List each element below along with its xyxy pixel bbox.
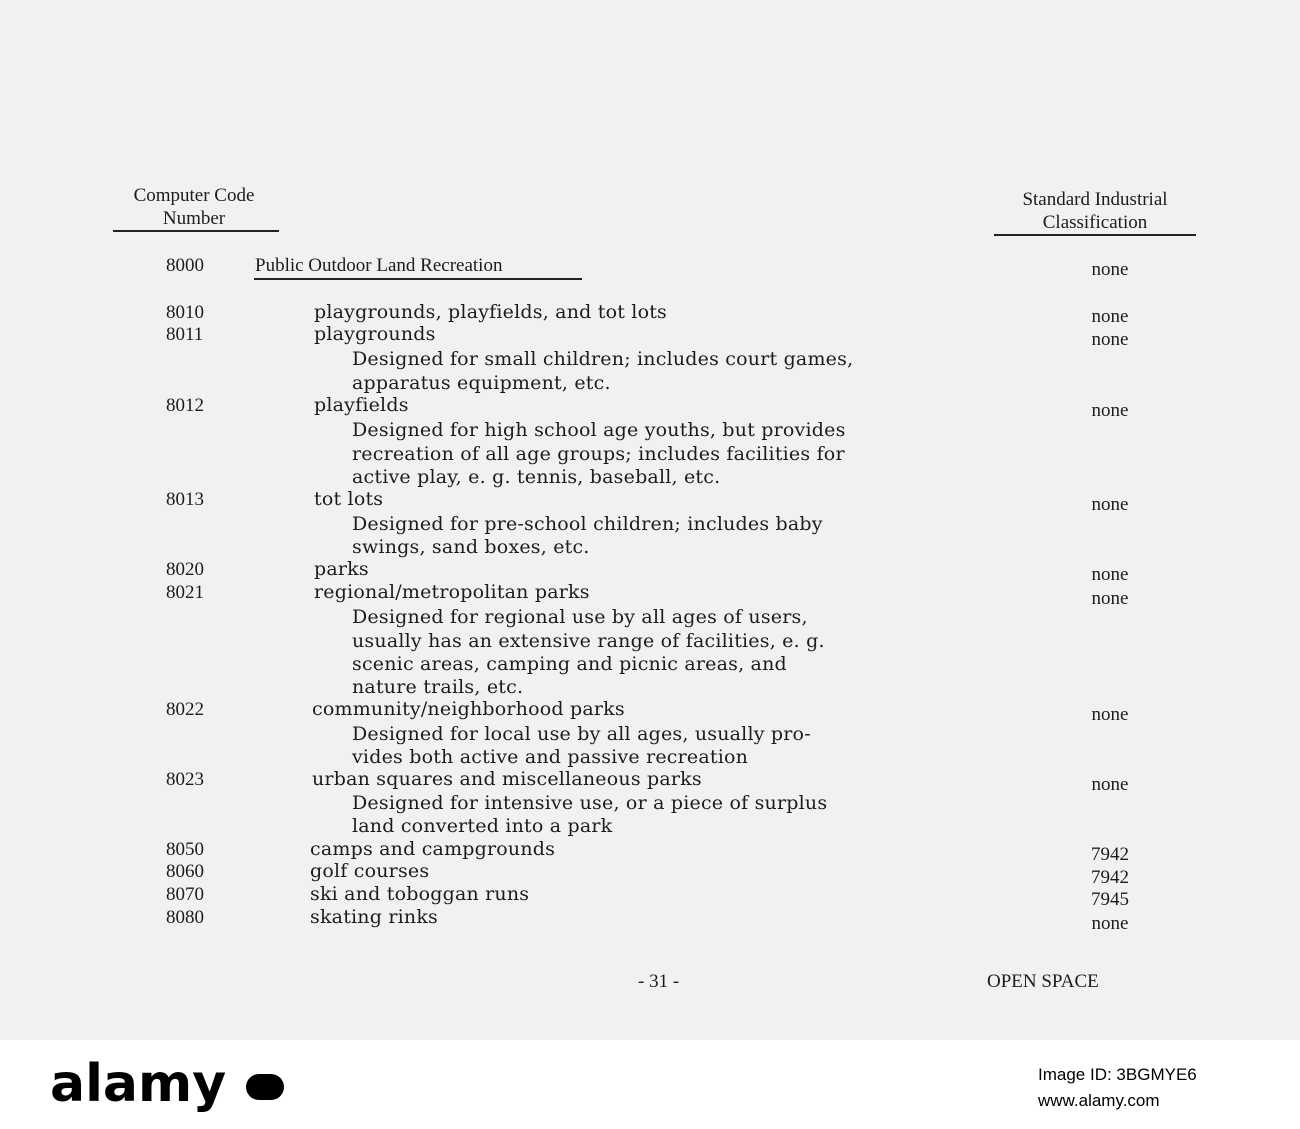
row-label: regional/metropolitan parks — [314, 581, 590, 603]
row-code: 8070 — [166, 884, 204, 905]
row-code: 8010 — [166, 302, 204, 323]
row-sic: none — [1091, 400, 1129, 421]
row-description-line: usually has an extensive range of facilities, e. g. — [352, 630, 825, 652]
row-code: 8011 — [166, 324, 204, 345]
watermark-logo — [50, 1054, 284, 1114]
main-entry-underline — [254, 278, 582, 280]
row-sic: none — [1091, 494, 1129, 515]
row-sic: none — [1091, 564, 1129, 585]
row-description-line: Designed for small children; includes court games, — [352, 348, 854, 370]
row-description-line: apparatus equipment, etc. — [352, 372, 611, 394]
row-code: 8022 — [166, 699, 204, 720]
header-right-underline — [994, 234, 1196, 236]
row-label: golf courses — [310, 860, 430, 882]
header-sic — [988, 188, 1202, 234]
row-description-line: recreation of all age groups; includes facilities for — [352, 443, 845, 465]
watermark-image-id: Image ID: 3BGMYE6 — [1038, 1065, 1197, 1084]
row-label: tot lots — [314, 488, 384, 510]
row-code: 8021 — [166, 582, 204, 603]
watermark-info — [1038, 1062, 1197, 1114]
row-label: community/neighborhood parks — [312, 698, 625, 720]
header-computer-code — [108, 184, 280, 230]
row-description-line: Designed for pre-school children; includes baby — [352, 513, 823, 535]
row-code: 8013 — [166, 489, 204, 510]
row-description-line: scenic areas, camping and picnic areas, and — [352, 653, 787, 675]
row-code: 8050 — [166, 839, 204, 860]
row-description-line: vides both active and passive recreation — [352, 746, 749, 768]
section-title: OPEN SPACE — [987, 971, 1099, 992]
row-description-line: swings, sand boxes, etc. — [352, 536, 590, 558]
main-entry-code: 8000 — [166, 255, 204, 276]
row-sic: none — [1091, 913, 1129, 934]
row-sic: none — [1091, 588, 1129, 609]
watermark-bar — [0, 1040, 1300, 1129]
row-code: 8080 — [166, 907, 204, 928]
row-sic: none — [1091, 329, 1129, 350]
row-label: ski and toboggan runs — [310, 883, 530, 905]
row-label: playgrounds — [314, 323, 436, 345]
page-number: - 31 - — [638, 971, 680, 992]
header-computer-code-line2: Number — [162, 208, 226, 229]
row-label: camps and campgrounds — [310, 838, 556, 860]
header-sic-line2: Classification — [1042, 212, 1148, 233]
row-label: skating rinks — [310, 906, 439, 928]
row-description-line: land converted into a park — [352, 815, 613, 837]
row-sic: none — [1091, 774, 1129, 795]
row-description-line: active play, e. g. tennis, baseball, etc. — [352, 466, 721, 488]
row-description-line: Designed for regional use by all ages of users, — [352, 606, 808, 628]
header-sic-line1: Standard Industrial — [1022, 189, 1168, 210]
header-left-underline — [113, 230, 279, 232]
row-label: urban squares and miscellaneous parks — [312, 768, 702, 790]
row-label: playfields — [314, 394, 409, 416]
row-code: 8012 — [166, 395, 204, 416]
header-computer-code-line1: Computer Code — [133, 185, 255, 206]
watermark-url: www.alamy.com — [1038, 1091, 1160, 1110]
watermark-logo-badge — [246, 1074, 284, 1100]
row-label: parks — [314, 558, 369, 580]
row-sic: none — [1091, 704, 1129, 725]
watermark-logo-text: alamy — [50, 1054, 227, 1114]
row-sic: none — [1091, 306, 1129, 327]
row-code: 8020 — [166, 559, 204, 580]
row-sic: 7942 — [1091, 867, 1129, 888]
row-code: 8060 — [166, 861, 204, 882]
main-entry-label: Public Outdoor Land Recreation — [255, 255, 503, 276]
row-label: playgrounds, playfields, and tot lots — [314, 301, 667, 323]
row-description-line: Designed for high school age youths, but provides — [352, 419, 846, 441]
row-description-line: nature trails, etc. — [352, 676, 524, 698]
row-description-line: Designed for intensive use, or a piece of surplus — [352, 792, 828, 814]
row-description-line: Designed for local use by all ages, usually pro- — [352, 723, 811, 745]
row-code: 8023 — [166, 769, 204, 790]
row-sic: 7945 — [1091, 889, 1129, 910]
row-sic: 7942 — [1091, 844, 1129, 865]
main-entry-sic: none — [1091, 259, 1129, 280]
